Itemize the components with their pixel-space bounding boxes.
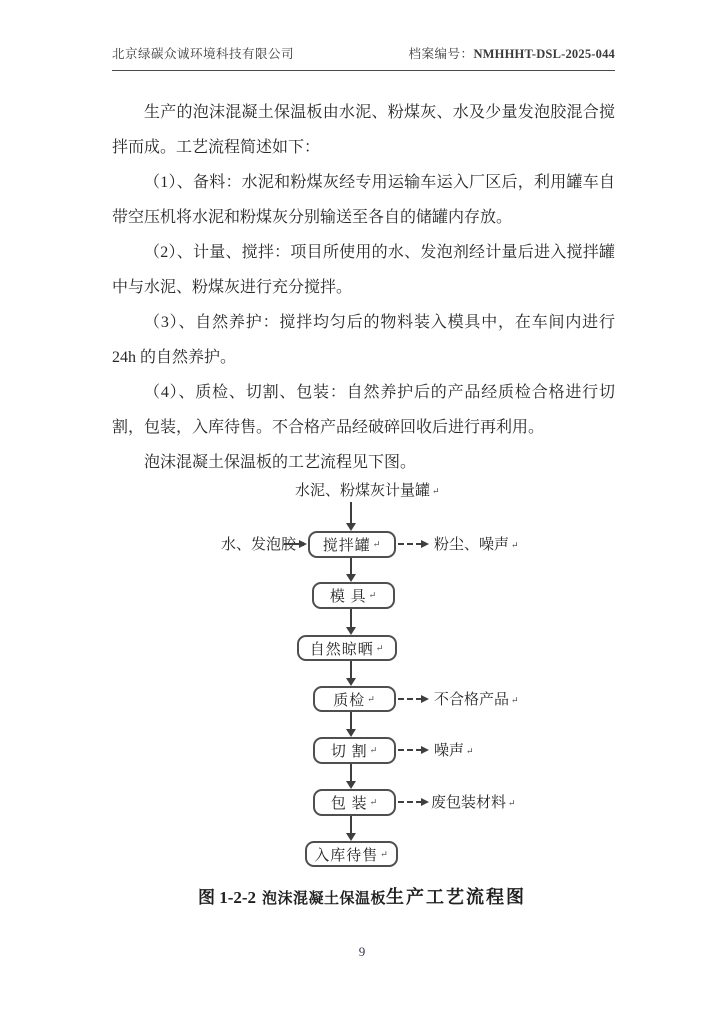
return-mark-icon: ↵ bbox=[432, 486, 440, 496]
flow-label-noise: 噪声 ↵ bbox=[434, 743, 474, 759]
return-mark-icon: ↵ bbox=[372, 539, 382, 549]
flow-box-quality-check: 质检 ↵ bbox=[313, 686, 396, 712]
body-text bbox=[112, 95, 615, 480]
paragraph-step-4: （4）、质检、切割、包装：自然养护后的产品经质检合格进行切割，包装，入库待售。不合格产品经破碎回收后进行再利用。 bbox=[112, 384, 615, 436]
return-mark-icon: ↵ bbox=[380, 848, 389, 859]
return-mark-icon: ↵ bbox=[466, 746, 474, 756]
return-mark-icon: ↵ bbox=[298, 540, 306, 550]
flow-label-water-foam-input: 水、发泡胶 ↵ bbox=[221, 537, 306, 553]
return-mark-icon: ↵ bbox=[368, 590, 378, 600]
flow-label-rejected-products: 不合格产品 ↵ bbox=[434, 692, 519, 708]
paragraph-outro: 泡沫混凝土保温板的工艺流程见下图。 bbox=[144, 454, 417, 471]
page-header bbox=[112, 44, 615, 71]
flow-box-packing: 包 装 ↵ bbox=[313, 789, 396, 816]
archive-field bbox=[408, 44, 615, 62]
return-mark-icon: ↵ bbox=[369, 745, 379, 755]
return-mark-icon: ↵ bbox=[375, 642, 385, 653]
paragraph-intro: 生产的泡沫混凝土保温板由水泥、粉煤灰、水及少量发泡胶混合搅拌而成。工艺流程简述如下： bbox=[112, 104, 615, 156]
flow-box-mixing-tank: 搅拌罐 ↵ bbox=[308, 531, 396, 558]
flow-label-waste-packaging: 废包装材料 ↵ bbox=[431, 795, 516, 811]
page-number: 9 bbox=[358, 944, 366, 959]
paragraph-step-3: （3）、自然养护：搅拌均匀后的物料装入模具中，在车间内进行 24h 的自然养护。 bbox=[112, 314, 615, 366]
flow-box-cutting: 切 割 ↵ bbox=[313, 737, 396, 764]
return-mark-icon: ↵ bbox=[511, 540, 519, 550]
return-mark-icon: ↵ bbox=[511, 695, 519, 705]
flow-label-dust-noise: 粉尘、噪声 ↵ bbox=[434, 537, 519, 553]
return-mark-icon: ↵ bbox=[508, 798, 516, 808]
company-name: 北京绿碳众诚环境科技有限公司 bbox=[112, 47, 295, 61]
caption-product: 泡沫混凝土保温板 bbox=[262, 891, 387, 907]
return-mark-icon: ↵ bbox=[367, 693, 376, 704]
process-flowchart bbox=[0, 478, 724, 880]
return-mark-icon: ↵ bbox=[369, 797, 379, 807]
caption-title: 生产工艺流程图 bbox=[386, 887, 527, 907]
archive-number: NMHHHT-DSL-2025-044 bbox=[473, 47, 615, 61]
paragraph-step-1: （1）、备料：水泥和粉煤灰经专用运输车运入厂区后，利用罐车自带空压机将水泥和粉煤灰分别输送至各自的储罐内存放。 bbox=[112, 174, 615, 226]
paragraph-step-2: （2）、计量、搅拌：项目所使用的水、发泡剂经计量后进入搅拌罐中与水泥、粉煤灰进行充分搅拌。 bbox=[112, 244, 615, 296]
flow-box-mould: 模 具 ↵ bbox=[312, 582, 395, 609]
flow-label-metering-tank: 水泥、粉煤灰计量罐 ↵ bbox=[295, 483, 440, 499]
archive-label: 档案编号： bbox=[408, 47, 474, 61]
figure-caption bbox=[0, 883, 724, 909]
caption-number: 图 1-2-2 bbox=[197, 888, 257, 907]
flow-box-storage-for-sale: 入库待售 ↵ bbox=[305, 841, 398, 867]
flow-box-natural-drying: 自然晾晒 ↵ bbox=[297, 635, 397, 661]
